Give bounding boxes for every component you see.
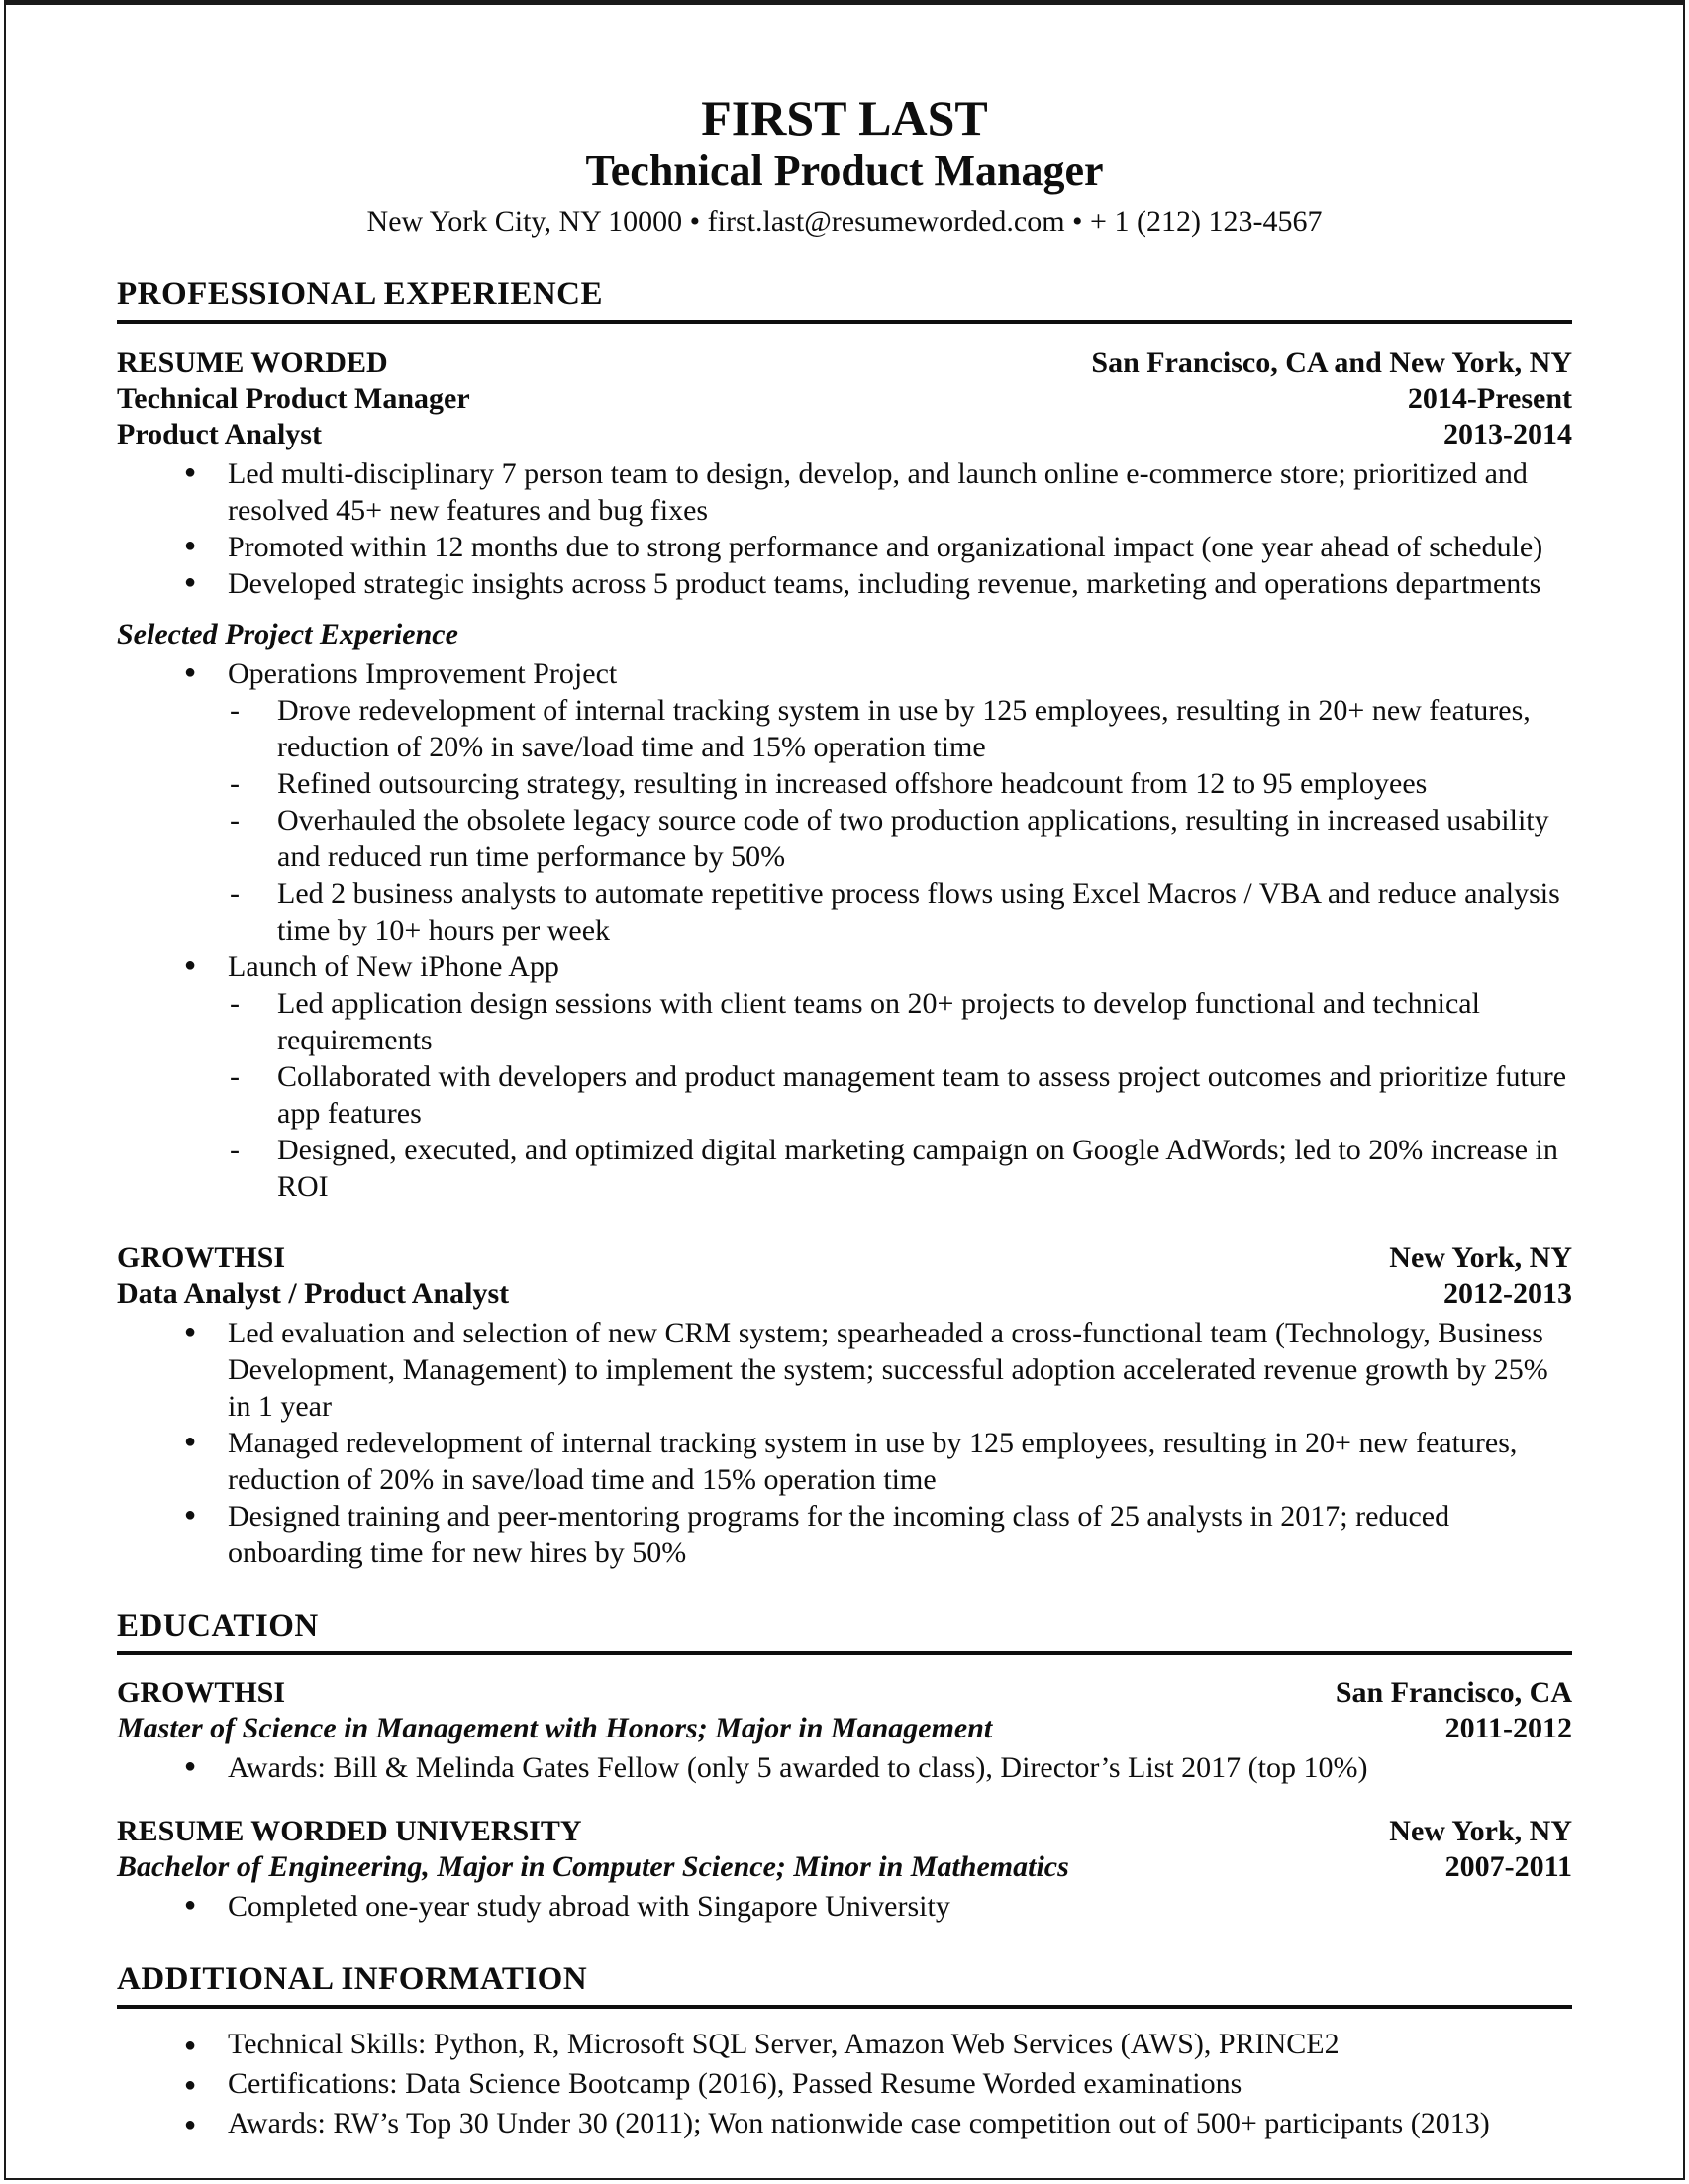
education-bullet-list — [117, 1888, 1572, 1925]
sub-bullet-item: - Overhauled the obsolete legacy source code of two production applications, resulting in increased usability and reduced run time performance by 50% — [230, 802, 1572, 875]
section-heading-additional-information: ADDITIONAL INFORMATION — [117, 1960, 1572, 2009]
project-name: Launch of New iPhone App — [228, 950, 559, 983]
degree-dates: 2011-2012 — [1444, 1712, 1572, 1744]
school-name: RESUME WORDED UNIVERSITY — [117, 1815, 582, 1847]
bullet-item: ● Promoted within 12 months due to strong performance and organizational impact (one year ahead of schedule) — [184, 529, 1572, 565]
degree-dates: 2007-2011 — [1444, 1850, 1572, 1883]
company-row — [117, 346, 1572, 381]
bullet-item: ● Led evaluation and selection of new CRM system; spearheaded a cross-functional team (Technology, Business Development, Management) to implement the system; successful adoption accelerated revenue growth by 25% in 1 year — [184, 1315, 1572, 1425]
project-item — [184, 948, 1572, 1205]
company-name: RESUME WORDED — [117, 347, 388, 379]
additional-info-list — [117, 2025, 1572, 2143]
bullet-item: ● Managed redevelopment of internal tracking system in use by 125 employees, resulting in 20+ new features, reduction of 20% in save/load time and 15% operation time — [184, 1425, 1572, 1498]
bullet-item: ● Completed one-year study abroad with Singapore University — [184, 1888, 1572, 1925]
sub-bullet-item: - Drove redevelopment of internal tracking system in use by 125 employees, resulting in 20+ new features, reduction of 20% in save/load time and 15% operation time — [230, 692, 1572, 765]
bullet-item: ● Awards: Bill & Melinda Gates Fellow (only 5 awarded to class), Director’s List 2017 (top 10%) — [184, 1749, 1572, 1786]
school-location: New York, NY — [1389, 1815, 1572, 1847]
candidate-name: FIRST LAST — [701, 90, 988, 146]
projects-subheading: Selected Project Experience — [117, 618, 458, 650]
company-location: New York, NY — [1389, 1241, 1572, 1274]
school-row — [117, 1814, 1572, 1849]
degree-title: Bachelor of Engineering, Major in Computer Science; Minor in Mathematics — [117, 1850, 1069, 1883]
company-location: San Francisco, CA and New York, NY — [1091, 347, 1572, 379]
role-row — [117, 1276, 1572, 1312]
experience-entry-resume-worded — [117, 346, 1572, 1205]
role-row — [117, 381, 1572, 417]
sub-bullet-item: - Refined outsourcing strategy, resulting in increased offshore headcount from 12 to 95 employees — [230, 765, 1572, 802]
project-name: Operations Improvement Project — [228, 657, 618, 690]
role-title: Data Analyst / Product Analyst — [117, 1277, 510, 1310]
section-heading-experience: PROFESSIONAL EXPERIENCE — [117, 275, 1572, 324]
experience-bullet-list — [117, 455, 1572, 602]
experience-bullet-list — [117, 1315, 1572, 1571]
degree-title: Master of Science in Management with Honors; Major in Management — [117, 1712, 993, 1744]
section-heading-education: EDUCATION — [117, 1607, 1572, 1655]
sub-bullet-item: - Led application design sessions with client teams on 20+ projects to develop functional and technical requirements — [230, 985, 1572, 1058]
project-bullet-list — [228, 985, 1572, 1205]
bullet-item: ● Designed training and peer-mentoring programs for the incoming class of 25 analysts in 2017; reduced onboarding time for new hires by 50% — [184, 1498, 1572, 1571]
bullet-item: ● Certifications: Data Science Bootcamp (2016), Passed Resume Worded examinations — [184, 2064, 1572, 2104]
project-item — [184, 655, 1572, 948]
contact-line: New York City, NY 10000 • first.last@resumeworded.com • + 1 (212) 123-4567 — [366, 205, 1323, 238]
sub-bullet-item: - Designed, executed, and optimized digital marketing campaign on Google AdWords; led to 20% increase in ROI — [230, 1132, 1572, 1205]
role-dates: 2013-2014 — [1443, 418, 1572, 450]
company-name: GROWTHSI — [117, 1241, 286, 1274]
role-title: Technical Product Manager — [117, 382, 470, 415]
role-row — [117, 417, 1572, 452]
sub-bullet-item: - Led 2 business analysts to automate repetitive process flows using Excel Macros / VBA and reduce analysis time by 10+ hours per week — [230, 875, 1572, 948]
candidate-job-title: Technical Product Manager — [585, 147, 1104, 195]
role-dates: 2012-2013 — [1443, 1277, 1572, 1310]
bullet-item: ● Technical Skills: Python, R, Microsoft SQL Server, Amazon Web Services (AWS), PRINCE2 — [184, 2025, 1572, 2064]
project-bullet-list — [228, 692, 1572, 948]
sub-bullet-item: - Collaborated with developers and product management team to assess project outcomes and prioritize future app features — [230, 1058, 1572, 1132]
education-bullet-list — [117, 1749, 1572, 1786]
degree-row — [117, 1711, 1572, 1746]
school-location: San Francisco, CA — [1335, 1676, 1572, 1709]
degree-row — [117, 1849, 1572, 1885]
education-entry-growthsi — [117, 1675, 1572, 1786]
bullet-item: ● Awards: RW’s Top 30 Under 30 (2011); Won nationwide case competition out of 500+ participants (2013) — [184, 2104, 1572, 2143]
school-name: GROWTHSI — [117, 1676, 286, 1709]
bullet-item: ● Developed strategic insights across 5 product teams, including revenue, marketing and operations departments — [184, 565, 1572, 602]
experience-entry-growthsi — [117, 1241, 1572, 1571]
education-entry-resume-worded-university — [117, 1814, 1572, 1925]
school-row — [117, 1675, 1572, 1711]
company-row — [117, 1241, 1572, 1276]
role-title: Product Analyst — [117, 418, 322, 450]
role-dates: 2014-Present — [1407, 382, 1572, 415]
projects-list — [117, 655, 1572, 1205]
bullet-item: ● Led multi-disciplinary 7 person team to design, develop, and launch online e-commerce store; prioritized and resolved 45+ new features and bug fixes — [184, 455, 1572, 529]
